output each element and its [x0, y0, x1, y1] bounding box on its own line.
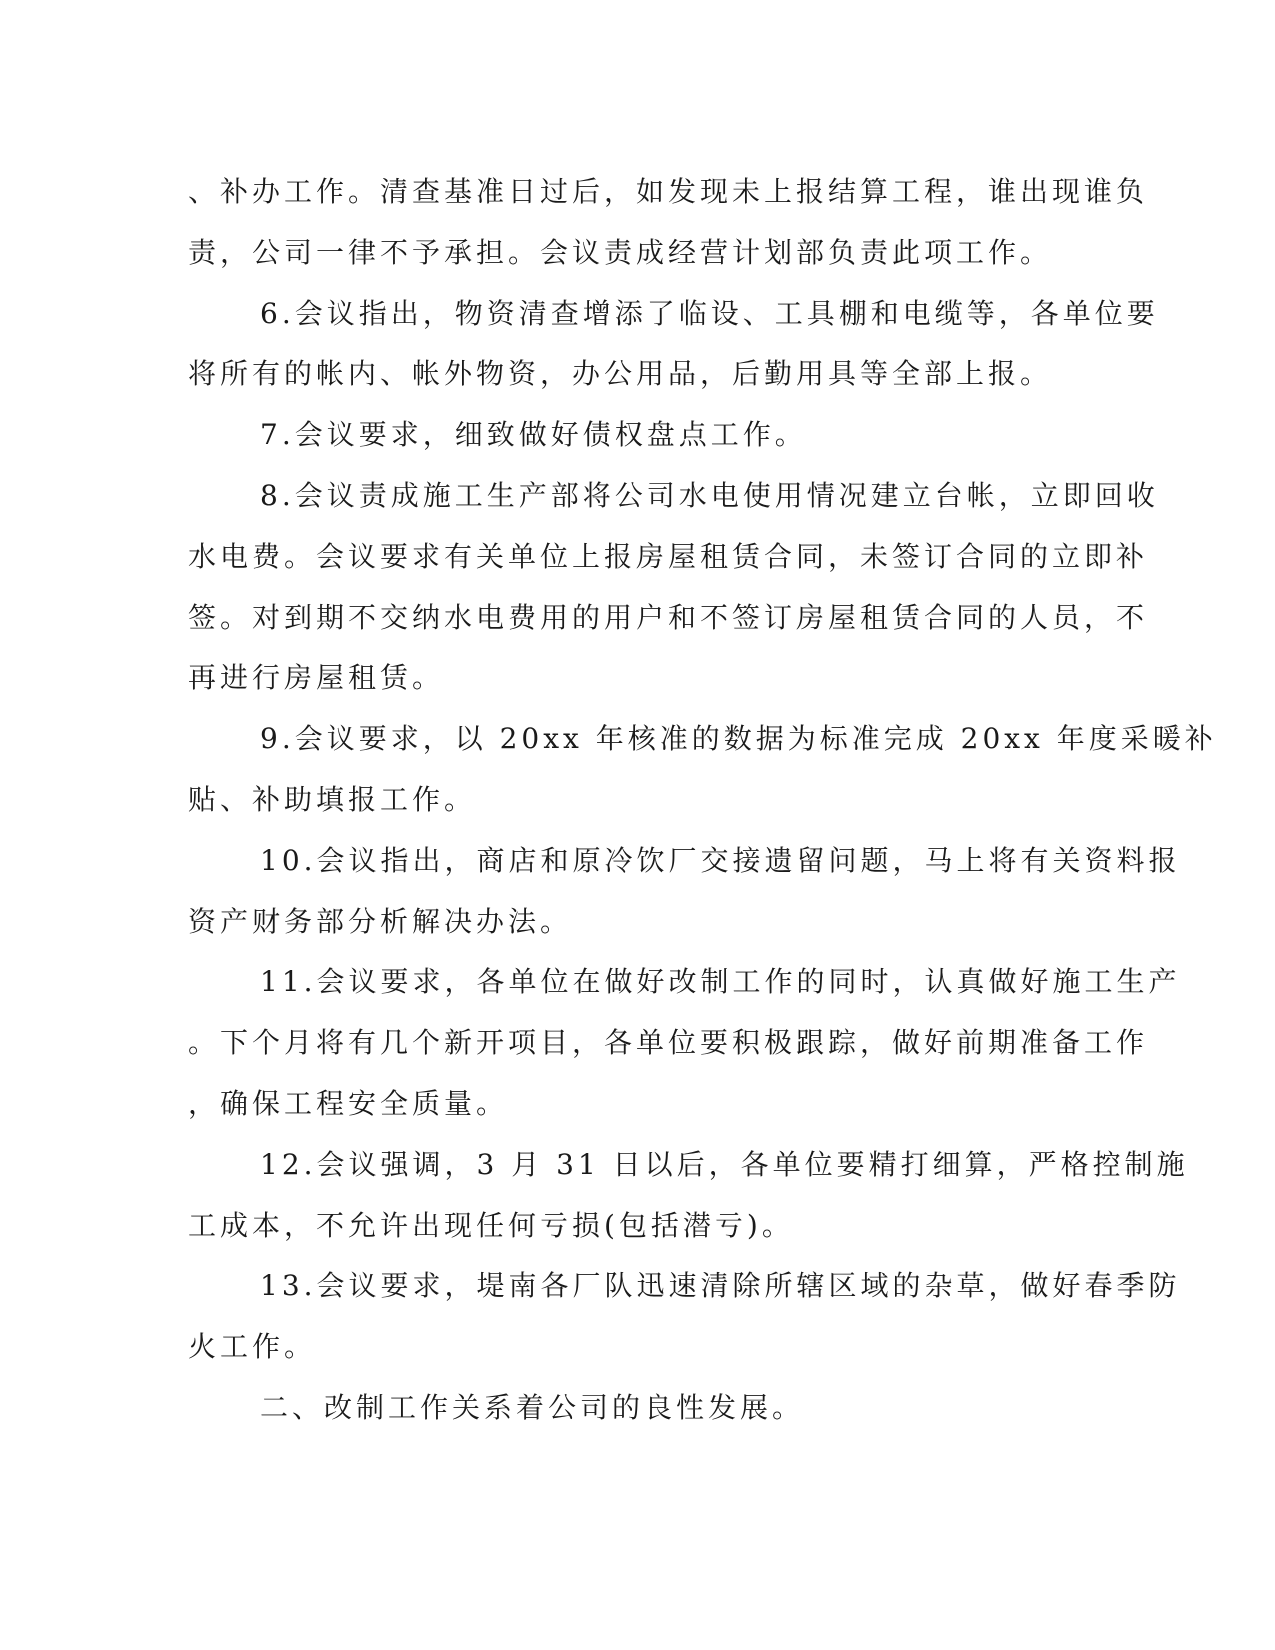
- text-line: ，确保工程安全质量。: [188, 1086, 509, 1120]
- text-line: 再进行房屋租赁。: [188, 661, 445, 695]
- paragraph-item-6: 6.会议指出，物资清查增添了临设、工具棚和电缆等，各单位要: [260, 296, 1159, 330]
- paragraph-item-12: 12.会议强调，3 月 31 日以后，各单位要精打细算，严格控制施: [260, 1147, 1189, 1181]
- document-body: [188, 162, 1217, 1439]
- text-line: 火工作。: [188, 1330, 317, 1364]
- paragraph-item-9: 9.会议要求，以 20xx 年核准的数据为标准完成 20xx 年度采暖补: [260, 722, 1217, 756]
- paragraph-item-8: 8.会议责成施工生产部将公司水电使用情况建立台帐，立即回收: [260, 478, 1159, 512]
- text-line: 、补办工作。清查基准日过后，如发现未上报结算工程，谁出现谁负: [188, 175, 1149, 208]
- paragraph-item-7: 7.会议要求，细致做好债权盘点工作。: [260, 418, 807, 452]
- paragraph-item-13: 13.会议要求，堤南各厂队迅速清除所辖区域的杂草，做好春季防: [260, 1269, 1181, 1303]
- text-line: 工成本，不允许出现任何亏损(包括潜亏)。: [188, 1208, 794, 1242]
- paragraph-item-11: 11.会议要求，各单位在做好改制工作的同时，认真做好施工生产: [260, 965, 1181, 999]
- text-line: 贴、补助填报工作。: [188, 782, 477, 816]
- text-line: 签。对到期不交纳水电费用的用户和不签订房屋租赁合同的人员，不: [188, 600, 1149, 634]
- text-line: 水电费。会议要求有关单位上报房屋租赁合同，未签订合同的立即补: [188, 539, 1149, 573]
- text-line: 。下个月将有几个新开项目，各单位要积极跟踪，做好前期准备工作: [188, 1026, 1149, 1060]
- text-line: 将所有的帐内、帐外物资，办公用品，后勤用具等全部上报。: [188, 357, 1053, 391]
- section-heading: 二、改制工作关系着公司的良性发展。: [260, 1390, 805, 1424]
- paragraph-item-10: 10.会议指出，商店和原冷饮厂交接遗留问题，马上将有关资料报: [260, 843, 1181, 877]
- text-line: 资产财务部分析解决办法。: [188, 904, 573, 938]
- text-line: 责，公司一律不予承担。会议责成经营计划部负责此项工作。: [188, 235, 1053, 269]
